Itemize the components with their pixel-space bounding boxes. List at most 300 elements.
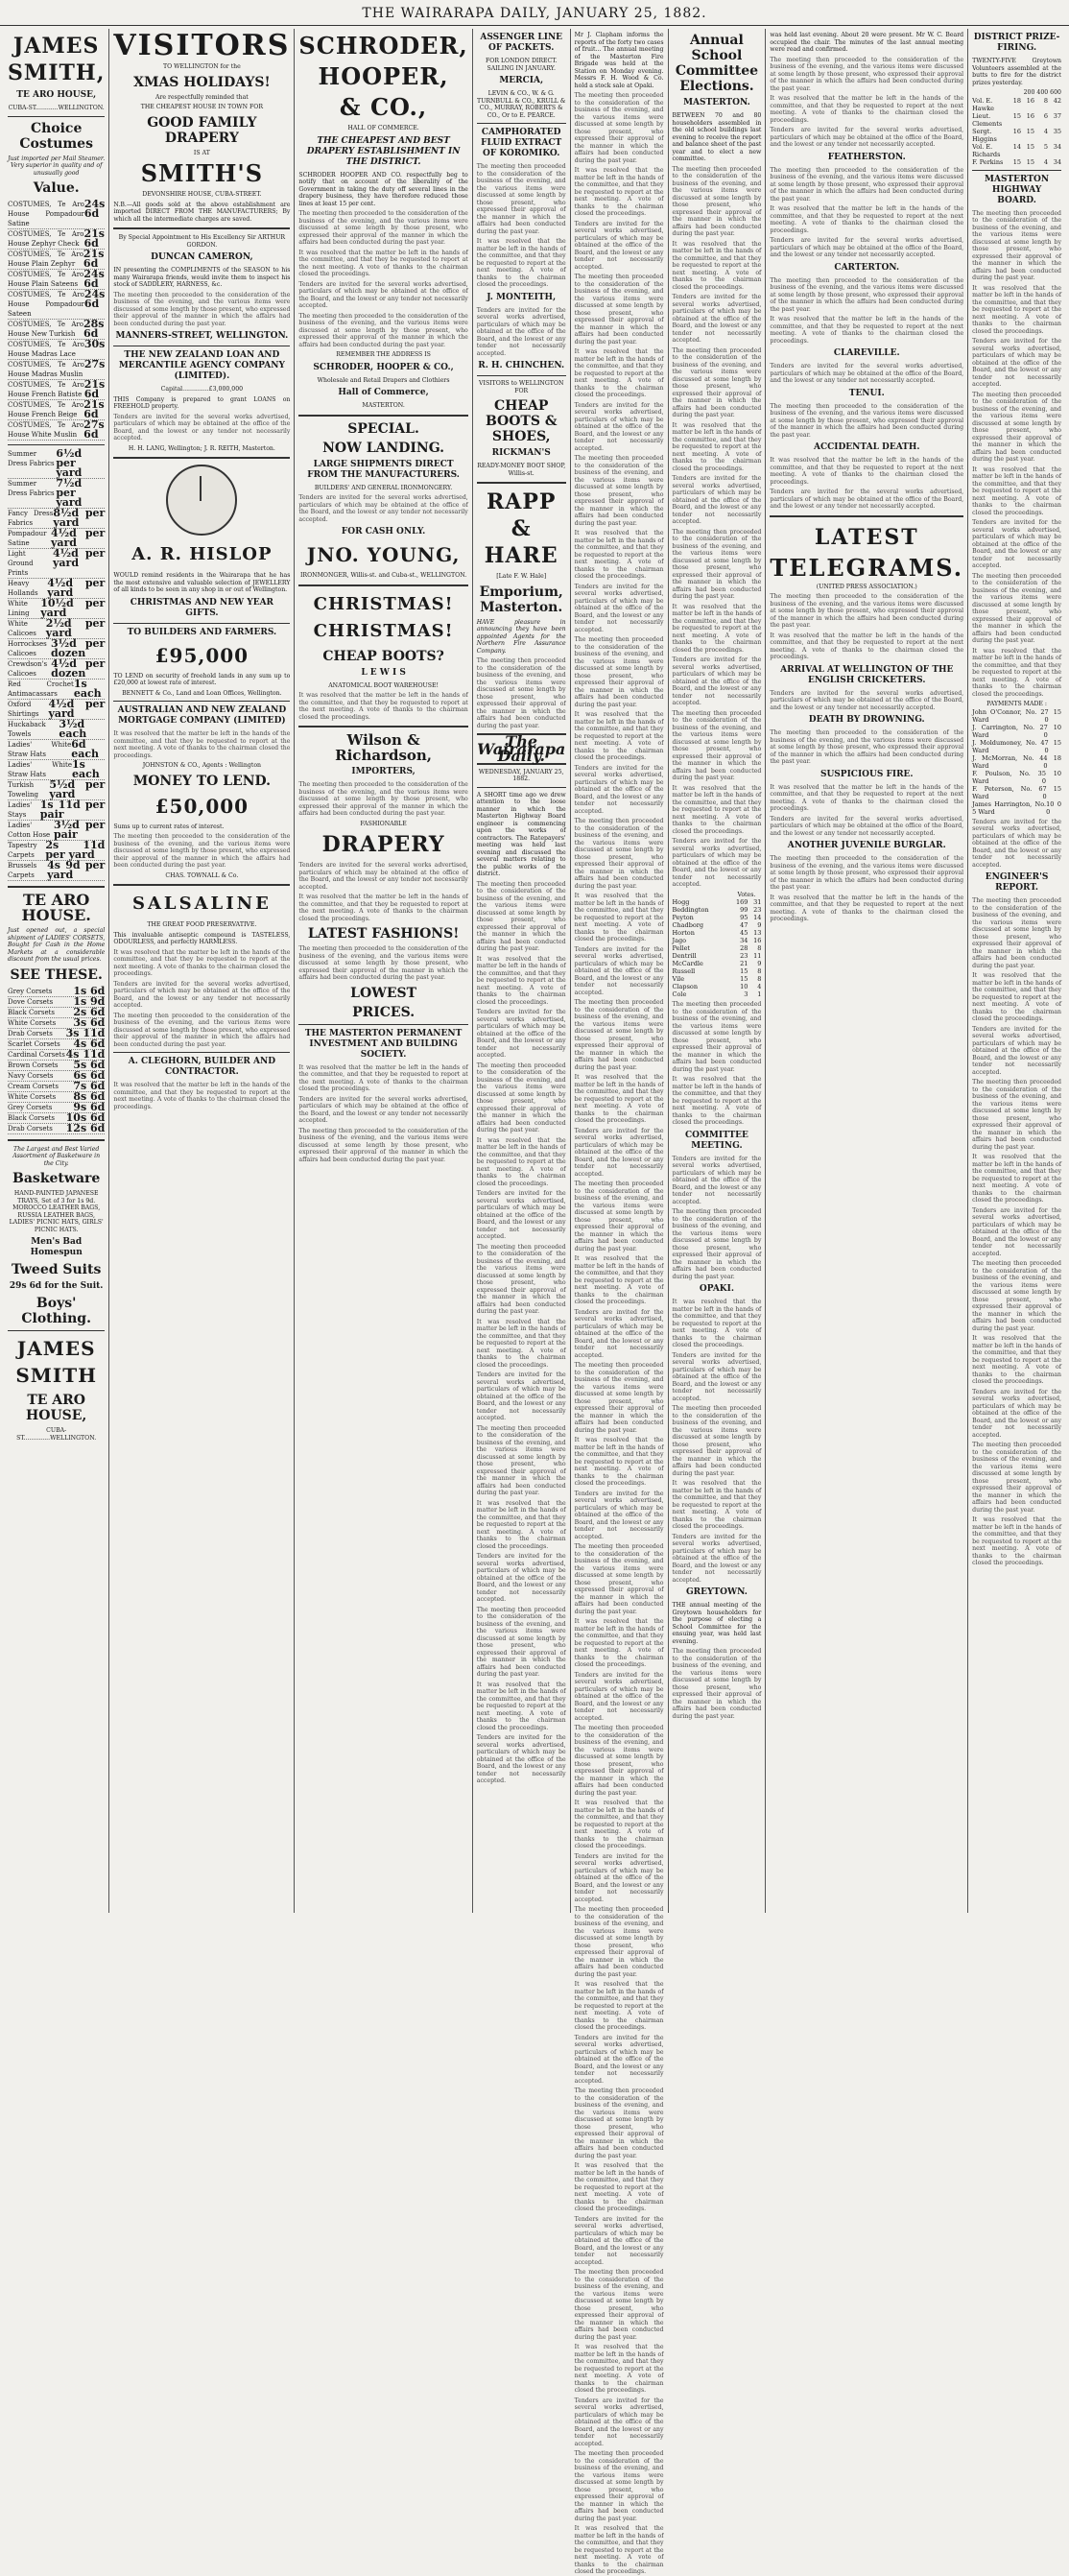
price-label: COSTUMES, Te Aro House Plain Sateens — [8, 271, 84, 288]
filler-text: It was resolved that the matter be left in the hands of the committee, and that they be requested to report at the next meeting. A vote of thanks to the chairman closed the proceedings. — [298, 692, 468, 721]
row-name: Vol. E. Richards — [972, 142, 1001, 158]
ad-heading: Choice Costumes — [19, 120, 93, 152]
filler-text: Tenders are invited for the several works advertised, particulars of which may be obtained at the office of the Board, and the lowest or any tender not necessarily accepted. — [770, 815, 964, 837]
lowest: LOWEST — [350, 985, 417, 1001]
now-landing: NOW LANDING. — [322, 440, 445, 456]
filler-text: The meeting then proceeded to the consideration of the business of the evening, and the various items were discussed at some length by those present, who expressed their approval of the manner in which the affairs had been conducted during the past year. — [972, 1260, 1061, 1332]
te-aro-sub: Just opened out, a special shipment of LADIES' CORSETS, Bought for Cash in the Home Markets at a considerable discount from the usual prices. — [8, 927, 106, 963]
salsaline-text: This invaluable antiseptic compound is TASTELESS, ODOURLESS, and perfectly HARMLESS. — [113, 931, 291, 945]
latest-fashions: LATEST FASHIONS! — [307, 926, 460, 942]
row-value: 34 — [740, 937, 748, 944]
editorial: A SHORT time ago we drew attention to the loose manner in which the Masterton Highway Board engineer is commencing upon the works of contractors. The Ratepayers' meeting was held last evening and discussed the several matters relating to the public works of the district. — [476, 791, 566, 877]
filler-text: Tenders are invited for the several works advertised, particulars of which may be obtained at the office of the Board, and the lowest or any tender not necessarily accepted. — [770, 237, 964, 258]
price-value: 3s 11d — [65, 1026, 106, 1039]
filler-text: It was resolved that the matter be left in the hands of the committee, and that they be requested to report at the next meeting. A vote of thanks to the chairman closed the proceedings. — [574, 1800, 664, 1849]
table-row — [673, 898, 762, 906]
price-label: Grey Corsets — [8, 1103, 53, 1111]
camphorated: CAMPHORATED FLUID EXTRACT OF KOROMIKO. — [481, 128, 562, 158]
row-value: 15 — [1012, 111, 1021, 120]
ad-address-2: CUBA-ST..............WELLINGTON. — [16, 1427, 97, 1442]
johnston: JOHNSTON & CO., Agents : Wellington — [142, 762, 262, 769]
filler-text: The meeting then proceeded to the consideration of the business of the evening, and the various items were discussed at some length by those present, who expressed their approval of the manner in which the affairs had been conducted during the past year. — [476, 880, 566, 952]
price-value: 4s 11d — [65, 1047, 106, 1061]
price-label: COSTUMES, Te Aro House Plain Zephyr — [8, 250, 83, 268]
price-label: Summer Dress Fabrics — [8, 480, 55, 497]
smiths: SMITH'S — [140, 159, 264, 187]
row-value: 16 — [1026, 96, 1034, 105]
row-value: 8 — [1043, 96, 1048, 105]
table-row — [972, 97, 1061, 112]
filler-text: Tenders are invited for the several works advertised, particulars of which may be obtained at the office of the Board, and the lowest or any tender not necessarily accepted. — [298, 862, 468, 891]
row-value: 23 — [753, 906, 762, 914]
fifty-text: Sums up to current rates of interest. — [113, 823, 225, 830]
young-sub: IRONMONGER, Willis-st. and Cuba-st., WELLINGTON. — [299, 572, 467, 579]
cheap-boots: CHEAP BOOTS? — [322, 648, 444, 664]
price-value: 10s 6d — [65, 1110, 106, 1124]
filler-text: It was resolved that the matter be left in the hands of the committee, and that they be requested to report at the next meeting. A vote of thanks to the chairman closed the proceedings. — [672, 421, 762, 472]
filler-text: The meeting then proceeded to the consideration of the business of the evening, and the various items were discussed at some length by those present, who expressed their approval of the manner in which the affairs had been conducted during the past year. — [972, 209, 1061, 281]
filler-text: The meeting then proceeded to the consideration of the business of the evening, and the various items were discussed at some length by those present, who expressed their approval of the manner in which the affairs had been conducted during the past year. — [298, 781, 468, 817]
passengers: ASSENGER LINE OF PACKETS. — [480, 33, 563, 53]
price-row — [8, 720, 105, 740]
price-value: 3½d per dozen — [50, 637, 106, 659]
filler-text: The meeting then proceeded to the consideration of the business of the evening, and the various items were discussed at some length by those present, who expressed their approval of the manner in which the affairs had been conducted during the past year. — [770, 593, 964, 629]
arrival: ARRIVAL AT WELLINGTON OF THE ENGLISH CRICKETERS. — [780, 664, 954, 685]
price-label: Horrockses Calicoes — [8, 640, 47, 657]
column-7 — [766, 29, 968, 1913]
filler-text: The meeting then proceeded to the consideration of the business of the evening, and the various items were discussed at some length by those present, who expressed their approval of the manner in which the affairs had been conducted during the past year. — [972, 572, 1061, 644]
filler-text: It was resolved that the matter be left in the hands of the committee, and that they be requested to report at the next meeting. A vote of thanks to the chairman closed the proceedings. — [574, 2162, 664, 2212]
filler-text: The meeting then proceeded to the consideration of the business of the evening, and the various items were discussed at some length by those present, who expressed their approval of the manner in which the affairs had been conducted during the past year. — [672, 528, 762, 600]
filler-text: The meeting then proceeded to the consideration of the business of the evening, and the various items were discussed at some length by those present, who expressed their approval of the manner in which the affairs had been conducted during the past year. — [298, 210, 468, 246]
filler-text: It was resolved that the matter be left in the hands of the committee, and that they be requested to report at the next meeting. A vote of thanks to the chairman closed the proceedings. — [574, 1618, 664, 1668]
row-value: 8 — [757, 967, 762, 975]
price-value: 30s — [83, 338, 106, 350]
price-row — [8, 639, 105, 659]
basket-sub: The Largest and Best Varied Assortment of Basketware in the City. — [12, 1145, 101, 1167]
filler-text: The meeting then proceeded to the consideration of the business of the evening, and the various items were discussed at some length by those present, who expressed their approval of the manner in which the affairs had been conducted during the past year. — [574, 1181, 664, 1252]
cheap-boots-shoes: CHEAP BOOTS & SHOES, — [485, 398, 558, 444]
filler-text: Tenders are invited for the several works advertised, particulars of which may be obtained at the office of the Board, and the lowest or any tender not necessarily accepted. — [972, 338, 1061, 388]
filler-text: It was resolved that the matter be left in the hands of the committee, and that they be requested to report at the next meeting. A vote of thanks to the chairman closed the proceedings. — [574, 711, 664, 761]
price-row — [8, 380, 105, 400]
price-row — [8, 529, 105, 549]
pounds-text: TO LEND on security of freehold lands in any sum up to £20,000 at lowest rate of interest. — [113, 672, 291, 686]
wholesale: Wholesale and Retail Drapers and Clothiers — [317, 376, 450, 384]
price-label: Ladies' Stays — [8, 801, 33, 819]
cleghorn: A. CLEGHORN, BUILDER AND CONTRACTOR. — [128, 1057, 276, 1077]
row-name: J. McMorran, No. 4 Ward — [972, 753, 1044, 770]
row-name: J. Moldumoney, No. 4 Ward — [972, 738, 1045, 754]
filler-text: Tenders are invited for the several works advertised, particulars of which may be obtained at the office of the Board, and the lowest or any tender not necessarily accepted. — [574, 2034, 664, 2085]
filler-text: The meeting then proceeded to the consideration of the business of the evening, and the various items were discussed at some length by those present, who expressed their approval of the manner in which the affairs had been conducted during the past year. — [574, 1543, 664, 1615]
price-value: 5½d per yard — [49, 778, 106, 800]
filler-text: The meeting then proceeded to the consideration of the business of the evening, and the various items were discussed at some length by those present, who expressed their approval of the manner in which the affairs had been conducted during the past year. — [476, 1243, 566, 1315]
rapp-text: HAVE pleasure in announcing they have been appointed Agents for the Northern Fire Assurance Company. — [476, 618, 566, 655]
table-row — [673, 990, 762, 998]
nb: N.B.—All goods sold at the above establishment are imported DIRECT FROM THE MANUFACTURERS; By which all the intermediate charges are saved. — [113, 201, 291, 223]
price-value: 6d each — [71, 738, 100, 760]
column-8 — [968, 29, 1065, 1913]
price-row — [8, 1121, 106, 1134]
accident: ACCIDENTAL DEATH. — [813, 442, 920, 452]
hall: HALL OF COMMERCE. — [347, 125, 419, 131]
row-name: Chadborg — [672, 921, 704, 929]
table-row — [972, 143, 1061, 158]
filler-text: It was resolved that the matter be left in the hands of the committee, and that they be requested to report at the next meeting. A vote of thanks to the chairman closed the proceedings. — [770, 205, 964, 234]
shipments: LARGE SHIPMENTS DIRECT FROM THE MANUFACTURERS. — [307, 459, 460, 480]
filler-text: Tenders are invited for the several works advertised, particulars of which may be obtained at the office of the Board, and the lowest or any tender not necessarily accepted. — [672, 1533, 762, 1584]
filler-text: It was resolved that the matter be left in the hands of the committee, and that they be requested to report at the next meeting. A vote of thanks to the chairman closed the proceedings. — [476, 955, 566, 1006]
price-label: White Lining — [8, 600, 30, 617]
row-value: 15 — [1026, 142, 1034, 151]
filler-text: Tenders are invited for the several works advertised, particulars of which may be obtained at the office of the Board, and the lowest or any tender not necessarily accepted. — [770, 363, 964, 384]
filler-text: It was resolved that the matter be left in the hands of the committee, and that they be requested to report at the next meeting. A vote of thanks to the chairman closed the proceedings. — [574, 1074, 664, 1124]
price-label: White Calicoes — [8, 620, 36, 637]
price-row — [8, 861, 105, 881]
price-row — [8, 420, 105, 441]
filler-text: Tenders are invited for the several works advertised, particulars of which may be obtained at the office of the Board, and the lowest or any tender not necessarily accepted. — [574, 945, 664, 996]
filler-text: Tenders are invited for the several works advertised, particulars of which may be obtained at the office of the Board, and the lowest or any tender not necessarily accepted. — [476, 1553, 566, 1603]
price-label: Dove Corsets — [8, 997, 54, 1006]
filler-text: The meeting then proceeded to the consideration of the business of the evening, and the various items were discussed at some length by those present, who expressed their approval of the manner in which the affairs had been conducted during the past year. — [672, 1648, 762, 1720]
remember: REMEMBER THE ADDRESS IS — [336, 351, 431, 358]
price-label: COSTUMES, Te Aro House Pompadour Satine — [8, 201, 84, 227]
filler-text: The meeting then proceeded to the consideration of the business of the evening, and the various items were discussed at some length by those present, who expressed their approval of the manner in which the affairs had been conducted during the past year. — [574, 999, 664, 1071]
table-row — [673, 921, 762, 929]
price-value: 5s 6d — [73, 1058, 106, 1071]
row-name: Peyton — [672, 914, 694, 921]
price-row — [8, 400, 105, 420]
price-value: 4½d per dozen — [51, 657, 106, 680]
row-name: Beddington — [672, 906, 709, 914]
filler-text: The meeting then proceeded to the consideration of the business of the evening, and the various items were discussed at some length by those present, who expressed their approval of the manner in which the affairs had been conducted during the past year. — [972, 1079, 1061, 1151]
filler-text: The meeting then proceeded to the consideration of the business of the evening, and the various items were discussed at some length by those present, who expressed their approval of the manner in which the affairs had been conducted during the past year. — [972, 1442, 1061, 1514]
filler-text: The meeting then proceeded to the consideration of the business of the evening, and the various items were discussed at some length by those present, who expressed their approval of the manner in which the affairs had been conducted during the past year. — [476, 1606, 566, 1678]
row-name: Lieut. Clements — [972, 111, 1003, 128]
row-value: 45 — [740, 929, 748, 937]
price-label: Turkish Toweling — [8, 781, 38, 799]
ad-shop: TE ARO HOUSE, — [16, 90, 97, 100]
monteith: J. MONTEITH, — [487, 292, 557, 302]
table-row — [673, 967, 762, 975]
filler-text: The meeting then proceeded to the consideration of the business of the evening, and the various items were discussed at some length by those present, who expressed their approval of the manner in which the affairs had been conducted during the past year. — [972, 897, 1061, 969]
hooper: HOOPER, — [318, 62, 449, 90]
filler-text: It was resolved that the matter be left in the hands of the committee, and that they be requested to report at the next meeting. A vote of thanks to the chairman closed the proceedings. — [770, 783, 964, 812]
table-row — [673, 944, 762, 952]
price-label: COSTUMES, Te Aro House White Muslin — [8, 421, 84, 439]
price-label: Red Crochet Antimacassars — [8, 680, 74, 698]
column-1 — [4, 29, 109, 1913]
hand-painted: HAND-PAINTED JAPANESE TRAYS, Set of 3 for 1s 9d. MOROCCO LEATHER BAGS, RUSSIA LEATHER BAGS, LADIES' PICNIC HATS, GIRLS' PICNIC HATS. — [9, 1190, 104, 1233]
table-row — [972, 754, 1061, 770]
filler-text: It was resolved that the matter be left in the hands of the committee, and that they be requested to report at the next meeting. A vote of thanks to the chairman closed the proceedings. — [672, 1299, 762, 1348]
price-label: White Corsets — [8, 1092, 57, 1101]
row-value: 5 10 0 — [1041, 769, 1061, 785]
fabric-list — [8, 449, 105, 881]
price-row — [8, 680, 105, 700]
filler-text: It was resolved that the matter be left in the hands of the committee, and that they be requested to report at the next meeting. A vote of thanks to the chairman closed the proceedings. — [574, 2344, 664, 2394]
price-row — [8, 579, 105, 599]
price-value: 24s 6d — [83, 198, 106, 220]
row-value: 23 — [740, 952, 748, 960]
filler-text: Tenders are invited for the several works advertised, particulars of which may be obtained at the office of the Board, and the lowest or any tender not necessarily accepted. — [770, 489, 964, 510]
nz-loan: THE NEW ZEALAND LOAN AND MERCANTILE AGENCY COMPANY (LIMITED). — [118, 350, 285, 381]
price-value: 4s 9d per yard — [47, 859, 106, 881]
row-value: 95 — [740, 914, 748, 921]
row-value: 169 — [735, 898, 748, 906]
row-value: 7 10 0 — [1043, 723, 1061, 739]
row-value: 4 — [757, 983, 762, 990]
ad-sub: Just imported per Mail Steamer. Very superior in quality and of unusually good — [8, 155, 106, 177]
visitors-heading: VISITORS — [113, 29, 291, 62]
price-row — [8, 780, 105, 800]
filler-text: The meeting then proceeded to the consideration of the business of the evening, and the various items were discussed at some length by those present, who expressed their approval of the manner in which the affairs had been conducted during the past year. — [770, 729, 964, 765]
filler-text: The meeting then proceeded to the consideration of the business of the evening, and the various items were discussed at some length by those present, who expressed their approval of the manner in which the affairs had been conducted during the past year. — [298, 945, 468, 981]
duncan-text: IN presenting the COMPLIMENTS of the SEASON to his many Wairarapa friends, would invite them to inspect his stock of SADDLERY, HARNESS, &c. — [113, 267, 291, 288]
filler-text: It was resolved that the matter be left in the hands of the committee, and that they be requested to report at the next meeting. A vote of thanks to the chairman closed the proceedings. — [972, 465, 1061, 516]
christmas-gifts: CHRISTMAS AND NEW YEAR GIFTS. — [130, 597, 274, 618]
row-value: 16 — [1026, 111, 1034, 120]
filler-text: It was resolved that the matter be left in the hands of the committee, and that they be requested to report at the next meeting. A vote of thanks to the chairman closed the proceedings. — [672, 603, 762, 654]
price-value: 2s 6d — [73, 1005, 106, 1018]
filler-text: It was resolved that the matter be left in the hands of the committee, and that they be requested to report at the next meeting. A vote of thanks to the chairman closed the proceedings. — [113, 1082, 291, 1110]
row-value: 5 — [1043, 142, 1048, 151]
to-wellington: TO WELLINGTON for the — [163, 63, 241, 70]
price-value: 10½d per yard — [40, 597, 106, 619]
rickman: RICKMAN'S — [491, 448, 551, 458]
masterton-sub: MASTERTON. — [683, 98, 750, 107]
price-value: 21s 6d — [83, 227, 105, 250]
price-row — [8, 760, 105, 780]
emporium: Emporium, Masterton. — [479, 584, 563, 615]
tenui: TENUI. — [848, 388, 885, 398]
filler-text: The meeting then proceeded to the consideration of the business of the evening, and the various items were discussed at some length by those present, who expressed their approval of the manner in which the affairs had been conducted during the past year. — [476, 1061, 566, 1133]
school-elections: Annual School Committee Elections. — [675, 33, 759, 94]
price-row — [8, 549, 105, 579]
loan-text: THIS Company is prepared to grant LOANS on FREEHOLD property. — [113, 395, 291, 410]
filler-text: The meeting then proceeded to the consideration of the business of the evening, and the various items were discussed at some length by those present, who expressed their approval of the manner in which the affairs had been conducted during the past year. — [770, 276, 964, 313]
filler-text: Tenders are invited for the several works advertised, particulars of which may be obtained at the office of the Board, and the lowest or any tender not necessarily accepted. — [972, 818, 1061, 869]
price-value: 1s 9d — [73, 994, 106, 1008]
filler-text: Tenders are invited for the several works advertised, particulars of which may be obtained at the office of the Board, and the lowest or any tender not necessarily accepted. — [476, 306, 566, 357]
lang: H. H. LANG, Wellington; J. R. REITH, Masterton. — [128, 444, 275, 452]
row-name: Cole — [672, 990, 687, 998]
filler-text: It was resolved that the matter be left in the hands of the committee, and that they be requested to report at the next meeting. A vote of thanks to the chairman closed the proceedings. — [972, 1154, 1061, 1204]
row-value: 16 — [753, 937, 762, 944]
filler-text: Tenders are invited for the several works advertised, particulars of which may be obtained at the office of the Board, and the lowest or any tender not necessarily accepted. — [672, 294, 762, 344]
column-2 — [109, 29, 295, 1913]
filler-text: Tenders are invited for the several works advertised, particulars of which may be obtained at the office of the Board, and the lowest or any tender not necessarily accepted. — [574, 1852, 664, 1903]
price-row — [8, 360, 105, 380]
row-value: 1 — [757, 990, 762, 998]
drowning: DEATH BY DROWNING. — [808, 715, 925, 725]
row-value: 13 — [753, 929, 762, 937]
row-name: Vile — [672, 975, 685, 983]
table-row — [972, 724, 1061, 739]
builders: TO BUILDERS AND FARMERS. — [127, 627, 277, 637]
manners: MANNERS-STREET, WELLINGTON. — [115, 331, 289, 341]
ad-title-james-smith-2: JAMES SMITH — [15, 1337, 98, 1387]
filler-text: Tenders are invited for the several works advertised, particulars of which may be obtained at the office of the Board, and the lowest or any tender not necessarily accepted. — [574, 220, 664, 271]
filler-text: It was resolved that the matter be left in the hands of the committee, and that they be requested to report at the next meeting. A vote of thanks to the chairman closed the proceedings. — [574, 1437, 664, 1487]
filler-text: The meeting then proceeded to the consideration of the business of the evening, and the various items were discussed at some length by those present, who expressed their approval of the manner in which the affairs had been conducted during the past year. — [298, 1127, 468, 1163]
filler-text: Tenders are invited for the several works advertised, particulars of which may be obtained at the office of the Board, and the lowest or any tender not necessarily accepted. — [298, 1095, 468, 1124]
price-label: Oxford Shirtings — [8, 701, 39, 718]
filler-text: It was resolved that the matter be left in the hands of the committee, and that they be requested to report at the next meeting. A vote of thanks to the chairman closed the proceedings. — [574, 1255, 664, 1305]
row-name: Vol. E. Hawke — [972, 96, 995, 112]
district-prize: DISTRICT PRIZE-FIRING. — [973, 33, 1060, 53]
news-items: Mr J. Clapham informs the reports of the forty two cases of fruit... The annual meeting of the Masterton Fire Brigade was held at the Station on Monday evening. Messrs F. H. Wood & Co. hold a stock sale at Opaki. — [574, 32, 664, 89]
price-value: 9s 6d — [73, 1100, 106, 1113]
price-row — [8, 619, 105, 639]
costume-list — [8, 200, 105, 441]
filler-text: The meeting then proceeded to the consideration of the business of the evening, and the various items were discussed at some length by those present, who expressed their approval of the manner in which the affairs had been conducted during the past year. — [574, 274, 664, 346]
filler-text: Tenders are invited for the several works advertised, particulars of which may be obtained at the office of the Board, and the lowest or any tender not necessarily accepted. — [972, 519, 1061, 569]
price-value: 27s 6d — [83, 418, 105, 441]
price-row — [8, 800, 105, 821]
filler-text: It was resolved that the matter be left in the hands of the committee, and that they be requested to report at the next meeting. A vote of thanks to the chairman closed the proceedings. — [672, 784, 762, 835]
corset-list — [8, 984, 106, 1134]
filler-text: Tenders are invited for the several works advertised, particulars of which may be obtained at the office of the Board, and the lowest or any tender not necessarily accepted. — [113, 980, 291, 1009]
prize-text: TWENTY-FIVE Greytown Volunteers assembled at the butts to fire for the district prizes yesterday. — [972, 58, 1061, 86]
jno-young: JNO. YOUNG, — [306, 543, 461, 566]
price-value: 21s 6d — [83, 248, 105, 270]
votes-header: Votes. — [737, 891, 756, 898]
price-value: 4½d per yard — [53, 547, 106, 569]
money-to-lend: MONEY TO LEND. — [132, 773, 272, 789]
tweed-price: 29s 6d for the Suit. — [9, 1281, 104, 1291]
filler-text: Tenders are invited for the several works advertised, particulars of which may be obtained at the office of the Board, and the lowest or any tender not necessarily accepted. — [476, 1371, 566, 1421]
price-value: 3½d each — [59, 718, 87, 740]
paper-title: The Wairarapa Daily. — [477, 732, 566, 765]
table-row — [972, 770, 1061, 785]
price-label: Ladies' White Straw Hats — [8, 761, 72, 778]
price-row — [8, 841, 105, 861]
filler-text: The meeting then proceeded to the consideration of the business of the evening, and the various items were discussed at some length by those present, who expressed their approval of the manner in which the affairs had been conducted during the past year. — [770, 56, 964, 92]
london: FOR LONDON DIRECT. — [485, 58, 558, 64]
filler-text: It was resolved that the matter be left in the hands of the committee, and that they be requested to report at the next meeting. A vote of thanks to the chairman closed the proceedings. — [770, 632, 964, 660]
row-value: 15 — [1026, 157, 1034, 166]
filler-text: It was resolved that the matter be left in the hands of the committee, and that they be requested to report at the next meeting. A vote of thanks to the chairman closed the proceedings. — [574, 893, 664, 942]
table-row — [673, 952, 762, 960]
filler-text: It was resolved that the matter be left in the hands of the committee, and that they be requested to report at the next meeting. A vote of thanks to the chairman closed the proceedings. — [574, 167, 664, 217]
row-value: 35 — [1053, 127, 1061, 135]
price-label: COSTUMES, Te Aro House French Beige — [8, 401, 84, 418]
price-value: 6½d per yard — [56, 447, 83, 479]
filler-text: Tenders are invited for the several works advertised, particulars of which may be obtained at the office of the Board, and the lowest or any tender not necessarily accepted. — [476, 1734, 566, 1784]
table-row — [673, 983, 762, 990]
filler-text: Tenders are invited for the several works advertised, particulars of which may be obtained at the office of the Board, and the lowest or any tender not necessarily accepted. — [672, 1155, 762, 1205]
hislop: A. R. HISLOP — [131, 544, 273, 564]
row-value: 16 — [1012, 127, 1021, 135]
table-row — [673, 975, 762, 983]
rapp-hare: RAPP & HARE — [484, 489, 558, 568]
xmas-holidays: XMAS HOLIDAYS! — [133, 74, 271, 90]
rapp-sub: [Late F. W. Hale] — [496, 573, 547, 580]
filler-text: Tenders are invited for the several works advertised, particulars of which may be obtained at the office of the Board, and the lowest or any tender not necessarily accepted. — [770, 127, 964, 148]
filler-text: Tenders are invited for the several works advertised, particulars of which may be obtained at the office of the Board, and the lowest or any tender not necessarily accepted. — [574, 583, 664, 633]
score-table — [972, 97, 1061, 166]
table-row — [673, 937, 762, 944]
cheapest: THE CHEAPEST HOUSE IN TOWN FOR — [140, 104, 264, 110]
clareville: CLAREVILLE. — [833, 348, 900, 358]
row-value: 15 — [740, 967, 748, 975]
price-label: Fancy Dress Fabrics — [8, 510, 54, 527]
row-value: 6 — [1043, 111, 1048, 120]
masthead-title: THE WAIRARAPA DAILY, JANUARY 25, 1882. — [362, 6, 707, 21]
prices: PRICES. — [352, 1004, 416, 1020]
investment: THE MASTERTON PERMANENT INVESTMENT AND BUILDING SOCIETY. — [304, 1028, 463, 1060]
schroder-text: SCHRODER HOOPER AND CO. respectfully beg to notify that on account of the liberality of the Government in taking the duty off several lines in the drapery business, they have therefore reduced those lines at least 15 per cent. — [298, 171, 468, 207]
filler-text: It was resolved that the matter be left in the hands of the committee, and that they be requested to report at the next meeting. A vote of thanks to the chairman closed the proceedings. — [574, 530, 664, 580]
drapery: DRAPERY — [321, 832, 445, 857]
filler-text: It was resolved that the matter be left in the hands of the committee, and that they be requested to report at the next meeting. A vote of thanks to the chairman closed the proceedings. — [972, 1335, 1061, 1385]
row-name: F. Peterson, No. 6 Ward — [972, 784, 1043, 800]
price-value: 28s 6d — [83, 318, 105, 340]
price-value: 1s each — [73, 678, 102, 700]
ad-title-james-smith: JAMES SMITH, — [8, 34, 106, 85]
price-row — [8, 250, 105, 270]
masterton: MASTERTON. — [362, 402, 405, 409]
greytown-text: THE annual meeting of the Greytown householders for the purpose of electing a School Committee for the ensuing year, was held last evening. — [672, 1602, 762, 1645]
filler-text: The meeting then proceeded to the consideration of the business of the evening, and the various items were discussed at some length by those present, who expressed their approval of the manner in which the affairs had been conducted during the past year. — [574, 1362, 664, 1434]
schroder-addr: SCHRODER, HOOPER & CO., — [313, 362, 454, 372]
united-press: (UNITED PRESS ASSOCIATION.) — [816, 583, 917, 590]
table-row — [972, 128, 1061, 143]
price-row — [8, 659, 105, 680]
co: & CO., — [339, 93, 428, 121]
payments-made: PAYMENTS MADE : — [986, 701, 1047, 707]
filler-text: Tenders are invited for the several works advertised, particulars of which may be obtained at the office of the Board, and the lowest or any tender not necessarily accepted. — [972, 1025, 1061, 1076]
row-value: 14 — [1012, 142, 1021, 151]
price-row — [8, 449, 105, 479]
price-label: Light Ground Prints — [8, 550, 34, 577]
hislop-text: WOULD remind residents in the Wairarapa that he has the most extensive and valuable selection of JEWELLERY of all kinds to be seen in any shop in or out of Wellington. — [113, 572, 291, 593]
schroder: SCHRODER, — [298, 32, 468, 60]
filler-text: Tenders are invited for the several works advertised, particulars of which may be obtained at the office of the Board, and the lowest or any tender not necessarily accepted. — [574, 1308, 664, 1359]
boys-clothing: Boys' Clothing. — [21, 1296, 91, 1326]
engineer-report: ENGINEER'S REPORT. — [985, 872, 1049, 893]
row-name: Horton — [672, 929, 695, 937]
table-row — [972, 708, 1061, 724]
row-name: Pellet — [672, 944, 691, 952]
row-value: 9 — [757, 960, 762, 967]
row-name: Dentrill — [672, 952, 697, 960]
column-6 — [669, 29, 767, 1913]
row-value: 28 — [740, 944, 748, 952]
price-label: Heavy Hollands — [8, 580, 38, 597]
visitors: VISITORS to WELLINGTON FOR — [479, 380, 564, 394]
filler-text: The meeting then proceeded to the consideration of the business of the evening, and the various items were discussed at some length by those present, who expressed their approval of the manner in which the affairs had been conducted during the past year. — [672, 165, 762, 237]
price-row — [8, 509, 105, 529]
price-value: 1s each — [71, 758, 100, 780]
filler-text: Tenders are invited for the several works advertised, particulars of which may be obtained at the office of the Board, and the lowest or any tender not necessarily accepted. — [298, 494, 468, 523]
filler-text: The meeting then proceeded to the consideration of the business of the evening, and the various items were discussed at some length by those present, who expressed their approval of the manner in which the affairs had been conducted during the past year. — [113, 1012, 291, 1048]
ad-address: CUBA-ST............WELLINGTON. — [8, 105, 105, 111]
price-label: Black Corsets — [8, 1008, 55, 1016]
filler-text: It was resolved that the matter be left in the hands of the committee, and that they be requested to report at the next meeting. A vote of thanks to the chairman closed the proceedings. — [770, 316, 964, 345]
price-label: Brown Corsets — [8, 1061, 59, 1069]
greytown-continued: was held last evening. About 20 were present. Mr W. C. Beard occupied the chair. The minutes of the last annual meeting were read and confirmed. — [770, 32, 964, 53]
filler-text: It was resolved that the matter be left in the hands of the committee, and that they be requested to report at the next meeting. A vote of thanks to the chairman closed the proceedings. — [113, 948, 291, 977]
row-name: J. Carrington, No. 2 Ward — [972, 723, 1044, 739]
mens: Men's Bad Homespun — [30, 1237, 83, 1257]
filler-text: The meeting then proceeded to the consideration of the business of the evening, and the various items were discussed at some length by those present, who expressed their approval of the manner in which the affairs had been conducted during the past year. — [672, 1001, 762, 1073]
levin: LEVIN & CO., W. & G. TURNBULL & CO., KRULL & CO., MURRAY, ROBERTS & CO., Or to E. PEARCE. — [477, 90, 566, 119]
capital: Capital..............£3,000,000 — [160, 386, 244, 393]
row-name: Russell — [672, 967, 696, 975]
